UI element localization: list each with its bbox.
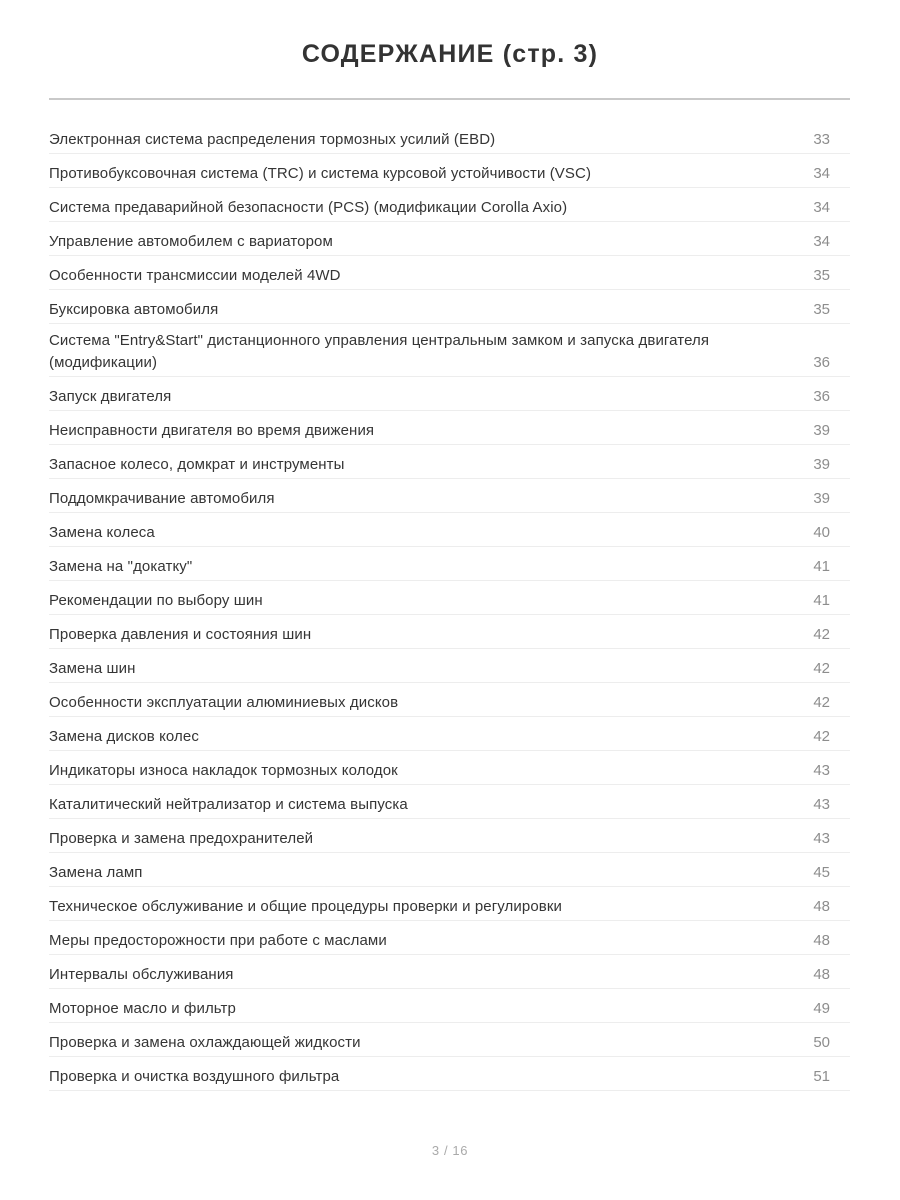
page-footer: 3 / 16 [431,1143,469,1158]
toc-entry[interactable] [49,445,850,479]
toc-entry[interactable] [49,188,850,222]
toc-entry-title: Противобуксовочная система (TRC) и система курсовой устойчивости (VSC) [49,165,592,182]
toc-entry[interactable] [49,1057,850,1091]
toc-entry[interactable] [49,411,850,445]
toc-entry[interactable] [49,154,850,188]
toc-entry[interactable] [49,513,850,547]
toc-entry-page-number: 33 [813,131,830,148]
toc-entry-page-number: 51 [813,1068,830,1085]
toc-entry-page-number: 34 [813,165,830,182]
toc-entry-title: Моторное масло и фильтр [49,1000,236,1017]
toc-entry-title: Замена дисков колес [49,728,199,745]
toc-entry[interactable] [49,547,850,581]
toc-entry[interactable] [49,819,850,853]
toc-entry-title: Проверка давления и состояния шин [49,626,312,643]
toc-entry[interactable] [49,581,850,615]
toc-entry-title: Управление автомобилем с вариатором [49,233,333,250]
toc-entry[interactable] [49,649,850,683]
toc-entry-title: Система предаварийной безопасности (PCS) (модификации Corolla Axio) [49,199,568,216]
toc-entry-page-number: 41 [813,592,830,609]
toc-entry[interactable] [49,921,850,955]
toc-entry-page-number: 42 [813,626,830,643]
toc-entry-title: Особенности трансмиссии моделей 4WD [49,267,341,284]
toc-entry-title: Замена шин [49,660,136,677]
toc-entry[interactable] [49,955,850,989]
toc-entry-title: Замена колеса [49,524,155,541]
toc-entry[interactable] [49,1023,850,1057]
toc-entry-page-number: 36 [813,388,830,405]
toc-entry-page-number: 43 [813,830,830,847]
toc-entry-title: Буксировка автомобиля [49,301,219,318]
toc-entry[interactable] [49,615,850,649]
toc-entry-page-number: 43 [813,762,830,779]
toc-entry-page-number: 39 [813,422,830,439]
toc-entry[interactable] [49,717,850,751]
toc-entry-title: Меры предосторожности при работе с маслами [49,932,387,949]
toc-entry[interactable] [49,989,850,1023]
toc-entry-title: Система "Entry&Start" дистанционного управления центральным замком и запуска двигателя (модификации) [49,332,710,371]
toc-entry-page-number: 42 [813,694,830,711]
toc-entry-page-number: 41 [813,558,830,575]
toc-entry[interactable] [49,683,850,717]
toc-entry[interactable] [49,290,850,324]
toc-entry-title: Интервалы обслуживания [49,966,234,983]
toc-entry-page-number: 40 [813,524,830,541]
toc-entry[interactable] [49,377,850,411]
toc-entry-page-number: 42 [813,728,830,745]
toc-entry-page-number: 39 [813,456,830,473]
toc-entry-page-number: 48 [813,932,830,949]
toc-entry-title: Замена на "докатку" [49,558,193,575]
toc-entry-title: Неисправности двигателя во время движения [49,422,375,439]
toc-entry-title: Запасное колесо, домкрат и инструменты [49,456,345,473]
toc-entry-page-number: 34 [813,233,830,250]
toc-entry[interactable] [49,120,850,154]
toc-entry-page-number: 34 [813,199,830,216]
toc-entry[interactable] [49,785,850,819]
toc-entry-page-number: 35 [813,301,830,318]
toc-entry[interactable] [49,479,850,513]
toc-entry-title: Индикаторы износа накладок тормозных колодок [49,762,398,779]
toc-entry-page-number: 36 [813,354,830,371]
toc-entry-page-number: 48 [813,898,830,915]
toc-entry-title: Замена ламп [49,864,143,881]
toc-entry-page-number: 45 [813,864,830,881]
toc-entry[interactable] [49,222,850,256]
toc-entry-page-number: 43 [813,796,830,813]
title-divider [49,98,850,100]
table-of-contents [49,120,850,1091]
toc-entry-title: Каталитический нейтрализатор и система выпуска [49,796,408,813]
toc-entry-page-number: 49 [813,1000,830,1017]
toc-entry[interactable] [49,853,850,887]
toc-entry-title: Проверка и очистка воздушного фильтра [49,1068,340,1085]
toc-entry[interactable] [49,887,850,921]
toc-entry-page-number: 35 [813,267,830,284]
toc-entry-title: Проверка и замена охлаждающей жидкости [49,1034,361,1051]
toc-entry-page-number: 50 [813,1034,830,1051]
toc-entry-page-number: 39 [813,490,830,507]
toc-entry[interactable] [49,256,850,290]
toc-entry-title: Запуск двигателя [49,388,172,405]
toc-entry[interactable] [49,324,850,377]
toc-entry-page-number: 42 [813,660,830,677]
toc-entry-title: Проверка и замена предохранителей [49,830,314,847]
toc-entry-title: Электронная система распределения тормозных усилий (EBD) [49,131,496,148]
page-title: СОДЕРЖАНИЕ (стр. 3) [301,40,599,68]
toc-entry-title: Рекомендации по выбору шин [49,592,263,609]
toc-entry-page-number: 48 [813,966,830,983]
toc-entry-title: Поддомкрачивание автомобиля [49,490,275,507]
toc-entry-title: Особенности эксплуатации алюминиевых дисков [49,694,399,711]
toc-entry-title: Техническое обслуживание и общие процедуры проверки и регулировки [49,898,562,915]
toc-entry[interactable] [49,751,850,785]
